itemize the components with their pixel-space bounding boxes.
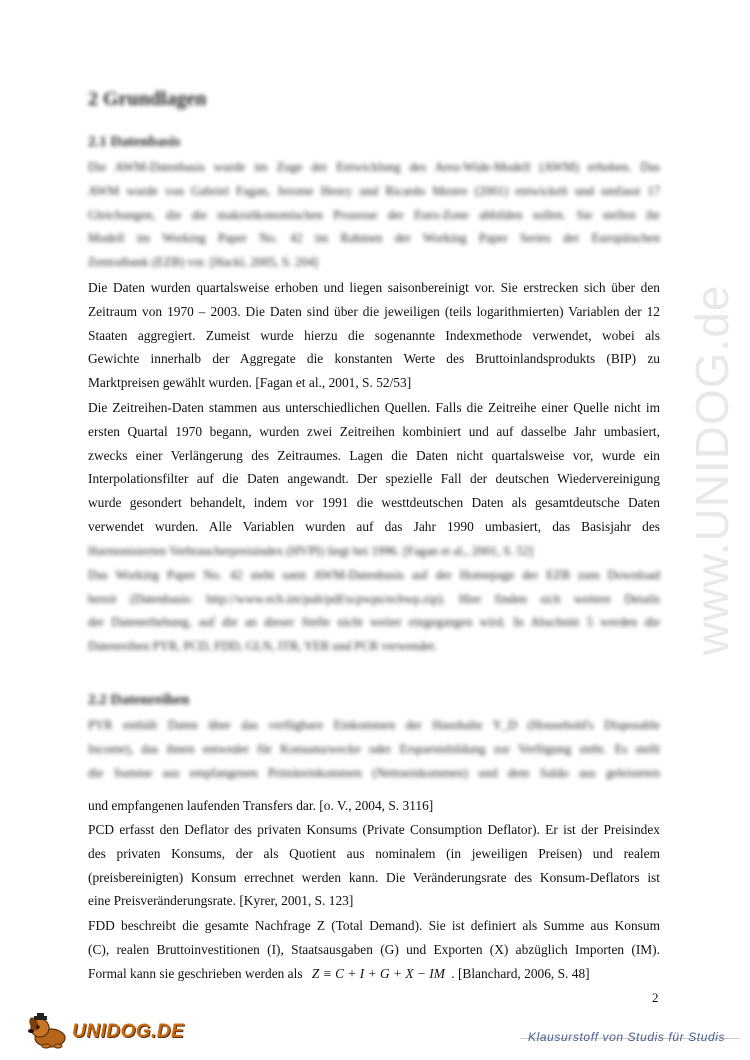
text-line: Modell im Working Paper No. 42 im Rahmen der Working Paper Series der Europäischen <box>88 231 660 246</box>
section-2-1-outro-blurred <box>88 540 660 659</box>
text-line: FDD beschreibt die gesamte Nachfrage Z (Total Demand). Sie ist definiert als Summe aus Konsum <box>88 918 660 933</box>
text-line: Marktpreisen gewählt wurden. [Fagan et al., 2001, S. 52/53] <box>88 375 412 391</box>
chapter-heading: 2 Grundlagen <box>88 88 207 110</box>
text-line: Income), das ihnen entweder für Konsumzwecke oder Ersparnisbildung zur Verfügung steht. Es stellt <box>88 741 660 756</box>
text-line: der Datenerhebung, auf die an dieser Stelle nicht weiter eingegangen wird. In Abschnitt 5 werden die <box>88 615 660 630</box>
text-line: eine Preisveränderungsrate. [Kyrer, 2001, S. 123] <box>88 893 354 909</box>
formula-lead-text: Formal kann sie geschrieben werden als <box>88 965 303 981</box>
text-line: PCD erfasst den Deflator des privaten Konsums (Private Consumption Deflator). Er ist der Preisindex <box>88 822 660 837</box>
page-number: 2 <box>652 990 659 1005</box>
section-2-2-paragraph-1 <box>88 794 660 818</box>
text-line: Interpolationsfilter auf die Daten angewandt. Der spezielle Fall der deutschen Wiedervereinigung <box>88 471 660 487</box>
text-line: zwecks einer Verlängerung des Zeitraumes. Lagen die Daten nicht quartalsweise vor, wurde ein <box>88 447 660 463</box>
demand-formula: Z ≡ C + I + G + X − IM <box>311 965 445 981</box>
section-2-1-paragraph-1 <box>88 276 660 395</box>
text-line: Die AWM-Datenbasis wurde im Zuge der Entwicklung des Area-Wide-Modell (AWM) erhoben. Das <box>88 160 660 174</box>
text-line: Zeitraum von 1970 – 2003. Die Daten sind über die jeweiligen (teils logarithmierten) Variablen der 12 <box>88 303 660 319</box>
section-2-1-intro-blurred <box>88 156 660 275</box>
text-line: Das Working Paper No. 42 steht samt AWM-Datenbasis auf der Homepage der EZB zum Download <box>88 567 660 582</box>
text-line: Datenreihen PYR, PCD, FDD, GLN, ITR, YER und PCR verwendet. <box>88 639 437 654</box>
text-line: Gewichte innerhalb der Aggregate die konstanten Werte des Bruttoinlandsprodukts (BIP) zu <box>88 351 660 367</box>
unidog-logo <box>26 1012 186 1052</box>
footer-tagline: Klausurstoff von Studis für Studis <box>528 1030 726 1044</box>
text-line: AWM wurde von Gabriel Fagan, Jerome Henry und Ricardo Mestre (2001) entwickelt und umfasst 17 <box>88 183 660 198</box>
section-2-1-paragraph-2 <box>88 396 660 539</box>
text-line: Harmonisierten Verbraucherpreisindex (HVPI) liegt bei 1996. [Fagan et al., 2001, S. 52] <box>88 544 534 558</box>
logo-text: UNIDOG.DE <box>72 1021 185 1042</box>
section-heading-datenbasis: 2.1 Datenbasis <box>88 134 181 150</box>
dog-icon <box>26 1012 72 1050</box>
section-heading-datenreihen: 2.2 Datenreihen <box>88 692 190 708</box>
formula-line <box>88 962 660 986</box>
section-2-2-intro-blurred <box>88 714 660 785</box>
text-line: (preisbereinigten) Konsum errechnet werden kann. Die Veränderungsrate des Konsum-Deflators ist <box>88 869 660 885</box>
text-line: und empfangenen laufenden Transfers dar. [o. V., 2004, S. 3116] <box>88 798 434 813</box>
section-2-2-paragraph-2 <box>88 818 660 913</box>
text-line: (C), realen Bruttoinvestitionen (I), Staatsausgaben (G) und Exporten (X) abzüglich Importen (IM). <box>88 941 660 957</box>
text-line: wurde gesondert behandelt, indem vor 1991 die westtdeutschen Daten als gesamtdeutsche Daten <box>88 495 660 511</box>
text-line: Zentralbank (EZB) vor. [Hackl, 2005, S. 204] <box>88 255 319 270</box>
text-line: Staaten aggregiert. Zumeist wurde hierzu die sogenannte Indexmethode verwendet, wobei als <box>88 327 660 343</box>
watermark-text: www.UNIDOG.de <box>686 284 738 656</box>
text-line: des privaten Konsums, der als Quotient aus nominalem (in jeweiligen Preisen) und realem <box>88 845 660 861</box>
text-line: die Summe aus empfangenen Primäreinkommen (Nettoeinkommen) und dem Saldo aus geleisteten <box>88 765 660 780</box>
text-line: Gleichungen, die die makroökonomischen Prozesse der Euro-Zone abbilden sollen. Sie stellen ihr <box>88 207 660 222</box>
text-line: Die Daten wurden quartalsweise erhoben und liegen saisonbereinigt vor. Sie erstrecken sich über den <box>88 280 660 295</box>
formula-citation: . [Blanchard, 2006, S. 48] <box>451 965 590 981</box>
text-line: PYR enthält Daten über das verfügbare Einkommen der Haushalte Y_D (Household's Disposable <box>88 718 660 732</box>
text-line: bereit (Datenbasis: http://www.ecb.int/pub/pdf/scpwps/ecbwp.zip). Hier finden sich weitere Details <box>88 591 660 606</box>
text-line: Die Zeitreihen-Daten stammen aus unterschiedlichen Quellen. Falls die Zeitreihe einer Quelle nicht im <box>88 400 660 415</box>
text-line: verwendet wurden. Alle Variablen wurden auf das Jahr 1990 umbasiert, das Basisjahr des <box>88 518 660 534</box>
section-2-2-paragraph-3 <box>88 914 660 985</box>
text-line: ersten Quartal 1970 begann, wurden zwei Zeitreihen kombiniert und auf dasselbe Jahr umbasiert, <box>88 423 660 439</box>
